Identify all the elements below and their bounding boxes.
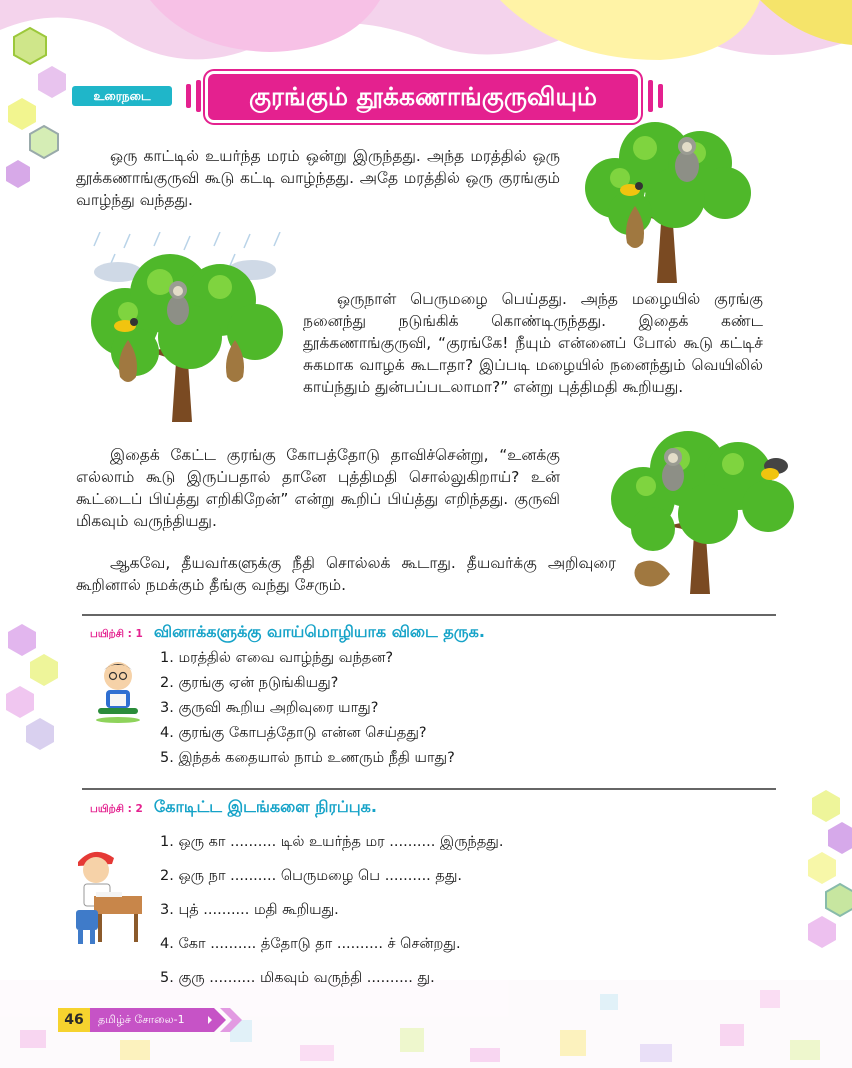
monkey-figure — [675, 137, 699, 182]
tree-angry-monkey-illustration — [598, 424, 808, 594]
book-title: தமிழ்ச் சோலை-1 — [90, 1008, 208, 1032]
question-item: 5. இந்தக் கதையால் நாம் உணரும் நீதி யாது? — [160, 750, 455, 766]
question-item: 2. குரங்கு ஏன் நடுங்கியது? — [160, 675, 339, 691]
title-decoration-bar — [196, 80, 201, 112]
title-decoration-bar — [658, 84, 663, 108]
story-paragraph-1: ஒரு காட்டில் உயர்ந்த மரம் ஒன்று இருந்தது. அந்த மரத்தில் ஒரு தூக்கணாங்குருவி கூடு கட்டி வாழ்ந்தது. அதே மரத்தில் ஒரு குரங்கும் வாழ்ந்து வந்தது. — [76, 147, 560, 209]
boy-reading-illustration — [88, 658, 148, 724]
story-paragraph-2: ஒருநாள் பெருமழை பெய்தது. அந்த மழையில் குரங்கு நனைந்து நடுங்கிக் கொண்டிருந்தது. இதைக் கண்ட தூக்கணாங்குருவி, “குரங்கே! நீயும் என்னைப் போல் கூடு கட்டிச் சுகமாக வாழக் கூடாதா? இப்படி மழையில் நனைந்தும் வெயிலில் காய்ந்தும் துன்பப்படலாமா?” என்று புத்திமதி கூறியது. — [303, 290, 763, 396]
story-paragraph-3: இதைக் கேட்ட குரங்கு கோபத்தோடு தாவிச்சென்று, “உனக்கு எல்லாம் கூடு இருப்பதால் தானே புத்திமதி சொல்லுகிறாய்? உன் கூட்டைப் பிய்த்து எறிகிறேன்” என்று கூறிப் பிய்த்து எறிந்தது. குருவி மிகவும் வருந்தியது. — [76, 446, 560, 530]
exercise-title: கோடிட்ட இடங்களை நிரப்புக. — [153, 797, 377, 816]
boy-writing-illustration — [64, 840, 150, 948]
fill-blank-item: 5. குரு .......... மிகவும் வருந்தி .......... து. — [160, 970, 435, 986]
fallen-nest — [634, 561, 670, 587]
tree-monkey-illustration — [575, 118, 755, 283]
hexagon-decoration-right — [808, 790, 852, 948]
footer-chevrons — [200, 1008, 250, 1032]
tree-rain-illustration — [70, 232, 300, 422]
question-item: 1. மரத்தில் எவை வாழ்ந்து வந்தன? — [160, 650, 394, 666]
hexagon-decoration-top-left — [6, 28, 66, 188]
question-item: 4. குரங்கு கோபத்தோடு என்ன செய்தது? — [160, 725, 427, 741]
title-decoration-bar — [648, 80, 653, 112]
page-number: 46 — [58, 1008, 90, 1032]
fill-blank-item: 3. புத் .......... மதி கூறியது. — [160, 902, 339, 918]
section-divider — [82, 788, 776, 790]
title-decoration-bar — [186, 84, 191, 108]
fill-blank-item: 1. ஒரு கா .......... டில் உயர்ந்த மர .......... இருந்தது. — [160, 834, 504, 850]
monkey-figure — [167, 281, 189, 325]
question-item: 3. குருவி கூறிய அறிவுரை யாது? — [160, 700, 379, 716]
exercise-badge: பயிற்சி : 2 — [90, 803, 143, 815]
exercise-badge: பயிற்சி : 1 — [90, 628, 143, 640]
exercise-2-items — [160, 832, 620, 1002]
exercise-1-header — [90, 622, 690, 643]
section-tag: உரைநடை — [72, 86, 172, 106]
exercise-title: வினாக்களுக்கு வாய்மொழியாக விடை தருக. — [153, 622, 485, 641]
exercise-1-questions — [160, 648, 620, 773]
page-title: குரங்கும் தூக்கணாங்குருவியும் — [248, 82, 598, 111]
monkey-figure — [662, 448, 684, 491]
fill-blank-item: 2. ஒரு நா .......... பெருமழை பெ .......... தது. — [160, 868, 463, 884]
story-paragraph-4: ஆகவே, தீயவர்களுக்கு நீதி சொல்லக் கூடாது. தீயவர்க்கு அறிவுரை கூறினால் நமக்கும் தீங்கு வந்து சேரும். — [76, 554, 616, 594]
section-divider — [82, 614, 776, 616]
fill-blank-item: 4. கோ .......... த்தோடு தா .......... ச் சென்றது. — [160, 936, 461, 952]
title-banner — [208, 74, 638, 120]
exercise-2-header — [90, 797, 690, 818]
hexagon-decoration-mid-left — [6, 624, 58, 750]
